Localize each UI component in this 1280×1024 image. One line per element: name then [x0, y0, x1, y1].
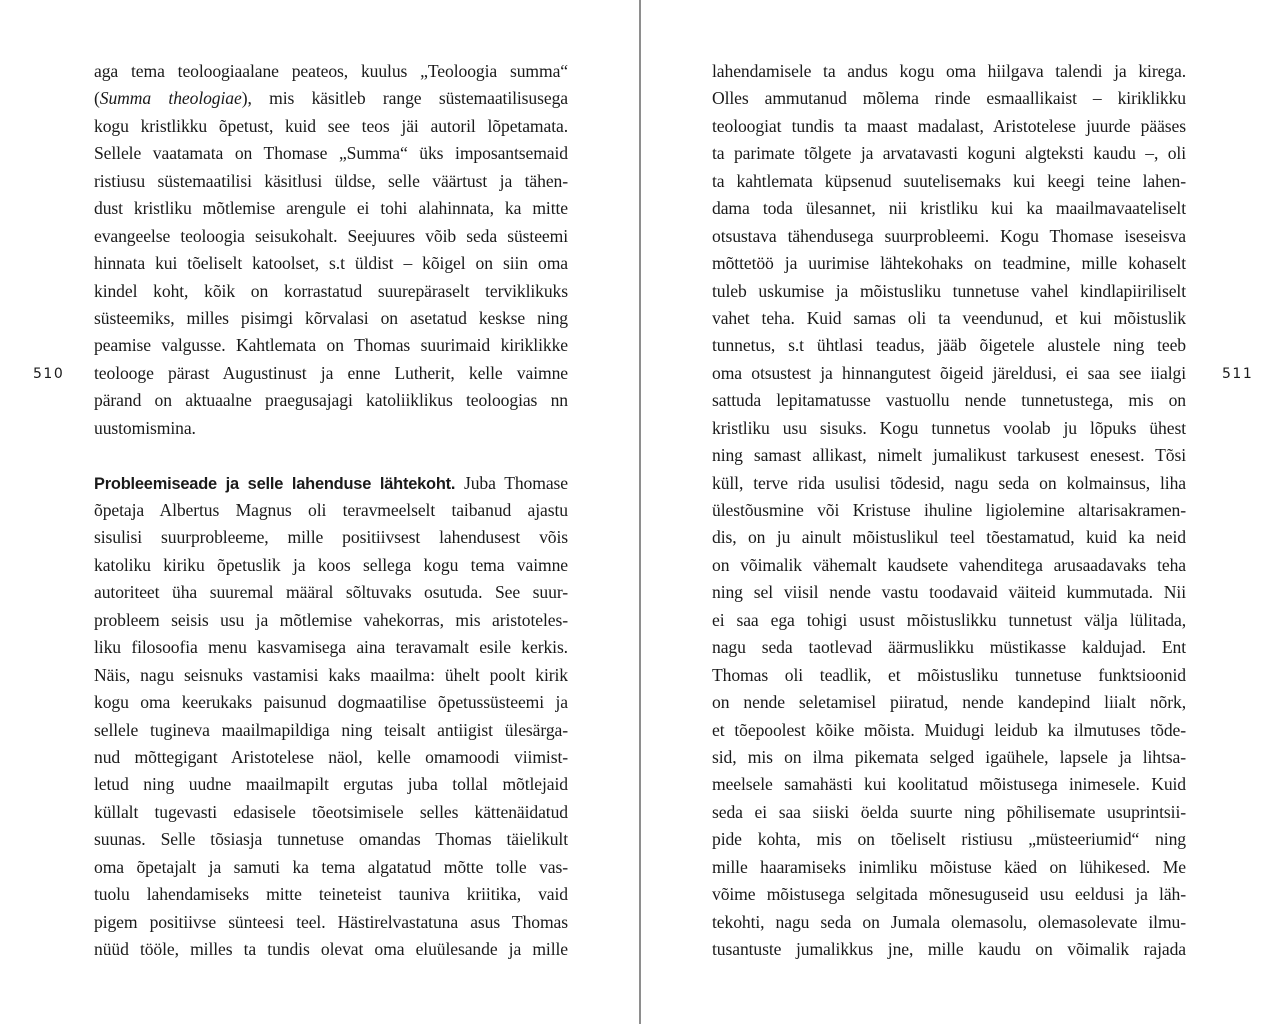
text-line: küllalt tugevasti edasisele tõeotsimisele selles kättenäidatud	[94, 801, 568, 822]
italic-title: Summa theologiae	[99, 88, 242, 109]
page-number-left: 510	[33, 366, 65, 382]
text-line: võime mõistusega selgitada mõnesuguseid usu eeldusi ja läh-	[712, 884, 1186, 905]
text-line-rest: ), mis käsitleb range süstemaatilisusega	[241, 88, 568, 109]
text-line: kogu oma keerukaks paisunud dogmaatilise õpetussüsteemi ja	[94, 692, 568, 713]
text-line: meelsele samahästi kui koolitatud mõistusega inimesele. Kuid	[712, 774, 1186, 795]
text-line: hinnata kui tõeliselt katoolset, s.t üldist – kõigel on siin oma	[94, 253, 568, 274]
text-line: evangeelse teoloogia seisukohalt. Seejuures võib seda süsteemi	[94, 225, 568, 246]
text-line: pärand on aktuaalne praegusajagi katoliiklikus teoloogias nn	[94, 390, 568, 411]
text-line: letud ning uudne maailmapilt ergutas juba tollal mõtlejaid	[94, 774, 568, 795]
text-line: ülestõusmine või Kristuse ihuline ligiolemine altarisakramen-	[712, 500, 1186, 520]
text-line: tunnetus, s.t ühtlasi teadus, jääb õigetele alustele ning teeb	[712, 335, 1186, 356]
text-line: sisulisi suurprobleeme, mille positiivsest lahendusest võis	[94, 527, 568, 548]
text-line: otsustava tähendusega suurprobleemi. Kogu Thomase iseseisva	[712, 225, 1186, 246]
text-line: suunas. Selle tõsiasja tunnetuse omandas Thomas täielikult	[94, 829, 568, 850]
text-line: uustomismina.	[94, 417, 196, 438]
text-line: peamise valgusse. Kahtlemata on Thomas suurimaid kiriklikke	[94, 335, 568, 356]
text-line: et tõepoolest kõike mõista. Muidugi leidub ka ilmutuses tõde-	[712, 719, 1186, 740]
text-line: tusantuste jumalikkus jne, mille kaudu on võimalik rajada	[712, 939, 1186, 959]
text-line: ta parimate tõlgete ja arvatavasti koguni algteksti kaudu –, oli	[712, 143, 1186, 164]
text-line: oma õpetajalt ja samuti ka tema algatatud mõtte tolle vas-	[94, 856, 568, 877]
text-line: pide kohta, mis on tõeliselt ristiusu „müsteeriumid“ ning	[712, 829, 1186, 850]
text-line-with-italic: (Summa theologiae), mis käsitleb range süstemaatilisusega	[94, 88, 568, 109]
text-line: aga tema teoloogiaalane peateos, kuulus „Teoloogia summa“	[94, 61, 568, 81]
text-line: teolooge pärast Augustinust ja enne Lutherit, kelle vaimne	[94, 362, 568, 383]
text-line: ristiusu süstemaatilisi käsitlusi üldse, selle väärtust ja tähen-	[94, 170, 568, 191]
text-line: dis, on ju ainult mõistuslikul teel tõestamatud, kuid ka neid	[712, 527, 1186, 548]
text-line: ning samast allikast, nimelt jumalikust tarkusest enesest. Tõsi	[712, 445, 1186, 466]
text-line: katoliku kiriku õpetuslik ja koos sellega kogu tema vaimne	[94, 554, 568, 575]
text-line: ning sel viisil nende vastu toodavaid väiteid kummutada. Nii	[712, 582, 1186, 603]
page-number-right: 511	[1222, 366, 1254, 382]
text-line-rest: Juba Thomase	[455, 472, 568, 493]
text-line: nüüd tööle, milles ta tundis olevat oma eluülesande ja mille	[94, 939, 568, 959]
left-text-column	[94, 58, 568, 963]
text-line: lahendamisele ta andus kogu oma hiilgava talendi ja kirega.	[712, 61, 1186, 81]
text-line: Näis, nagu seisnuks vastamisi kaks maailma: ühelt poolt kirik	[94, 664, 568, 685]
text-line: kindel koht, kõik on korrastatud suurepäraselt terviklikuks	[94, 280, 568, 301]
text-line: tuolu lahendamiseks mitte teineteist tauniva kriitika, vaid	[94, 884, 568, 905]
text-line: Olles ammutanud mõlema rinde esmaallikaist – kiriklikku	[712, 88, 1186, 109]
text-line: probleem seisis usu ja mõtlemise vahekorras, mis aristoteles-	[94, 609, 568, 630]
paragraph-intro	[94, 58, 568, 442]
section-heading: Probleemiseade ja selle lahenduse lähtekoht.	[94, 474, 456, 493]
section-body	[94, 497, 568, 963]
text-line: Sellele vaatamata on Thomase „Summa“ üks imposantsemaid	[94, 143, 568, 164]
right-text-column	[712, 58, 1186, 963]
paragraph-spacer	[94, 442, 568, 469]
section-first-line	[94, 470, 568, 497]
text-line: süsteemiks, milles pisimgi kõrvalasi on asetatud keskse ning	[94, 307, 568, 328]
text-line: mõttetöö ja uurimise lähtekohaks on teadmine, mille kohaselt	[712, 253, 1186, 274]
text-line: pigem positiivse sünteesi teel. Hästirelvastatuna asus Thomas	[94, 911, 568, 932]
text-line: küll, terve rida usulisi tõdesid, nagu seda on kolmainsus, liha	[712, 472, 1186, 493]
right-page	[641, 0, 1280, 1024]
text-line: kogu kristlikku õpetust, kuid see teos jäi autoril lõpetamata.	[94, 115, 568, 136]
text-line: on nende seletamisel piiratud, nende kandepind liialt nõrk,	[712, 692, 1186, 713]
text-line: liku filosoofia menu kasvamisega aina teravamalt esile kerkis.	[94, 637, 568, 658]
text-line: Thomas oli teadlik, et mõistusliku tunnetuse funktsioonid	[712, 664, 1186, 685]
text-line: oma otsustest ja hinnangutest õigeid järeldusi, ei saa see iialgi	[712, 362, 1186, 383]
text-line: sid, mis on ilma pikemata selged igaühele, lapsele ja lihtsa-	[712, 746, 1186, 767]
text-line: ei saa ega tohigi usust mõistuslikku tunnetust välja lülitada,	[712, 609, 1186, 630]
text-line: nagu seda taotlevad äärmuslikku müstikasse kaldujad. Ent	[712, 637, 1186, 658]
text-line: nud mõttegigant Aristotelese näol, kelle omamoodi viimist-	[94, 746, 568, 767]
text-line: autoriteet üha suuremal määral sõltuvaks osutuda. See suur-	[94, 582, 568, 603]
text-line: õpetaja Albertus Magnus oli teravmeelselt taibanud ajastu	[94, 500, 568, 520]
text-line: kristliku usu sisuks. Kogu tunnetus voolab ju lõpuks ühest	[712, 417, 1186, 438]
text-line: seda ei saa siiski öelda suurte ning põhilisemate usuprintsii-	[712, 801, 1186, 822]
text-line: dust kristliku mõtlemise arengule ei tohi alahinnata, ka mitte	[94, 198, 568, 219]
text-line: mille haaramiseks inimliku mõistuse käed on lühikesed. Me	[712, 856, 1186, 877]
text-line: on võimalik vähemalt kaudsete vahenditega arusaadavaks teha	[712, 554, 1186, 575]
text-line: vahet teha. Kuid samas oli ta veendunud, et kui mõistuslik	[712, 307, 1186, 328]
text-line: teoloogiat tundis ta maast madalast, Aristotelese juurde pääses	[712, 115, 1186, 136]
text-line: dama toda ülesannet, nii kristliku kui ka maailmavaateliselt	[712, 198, 1186, 219]
text-line: ta kahtlemata küpsenud suutelisemaks kui keegi teine lahen-	[712, 170, 1186, 191]
text-line: tekohti, nagu seda on Jumala olemasolu, olemasolevate ilmu-	[712, 911, 1186, 932]
text-line: sellele tugineva maailmapildiga ning teisalt antiigist ülesärga-	[94, 719, 568, 740]
text-line: sattuda lepitamatusse vastuollu nende tunnetustega, mis on	[712, 390, 1186, 411]
paragraph-section	[94, 470, 568, 964]
left-page	[0, 0, 639, 1024]
text-line: tuleb uskumise ja mõistusliku tunnetuse vahel kindlapiiriliselt	[712, 280, 1186, 301]
